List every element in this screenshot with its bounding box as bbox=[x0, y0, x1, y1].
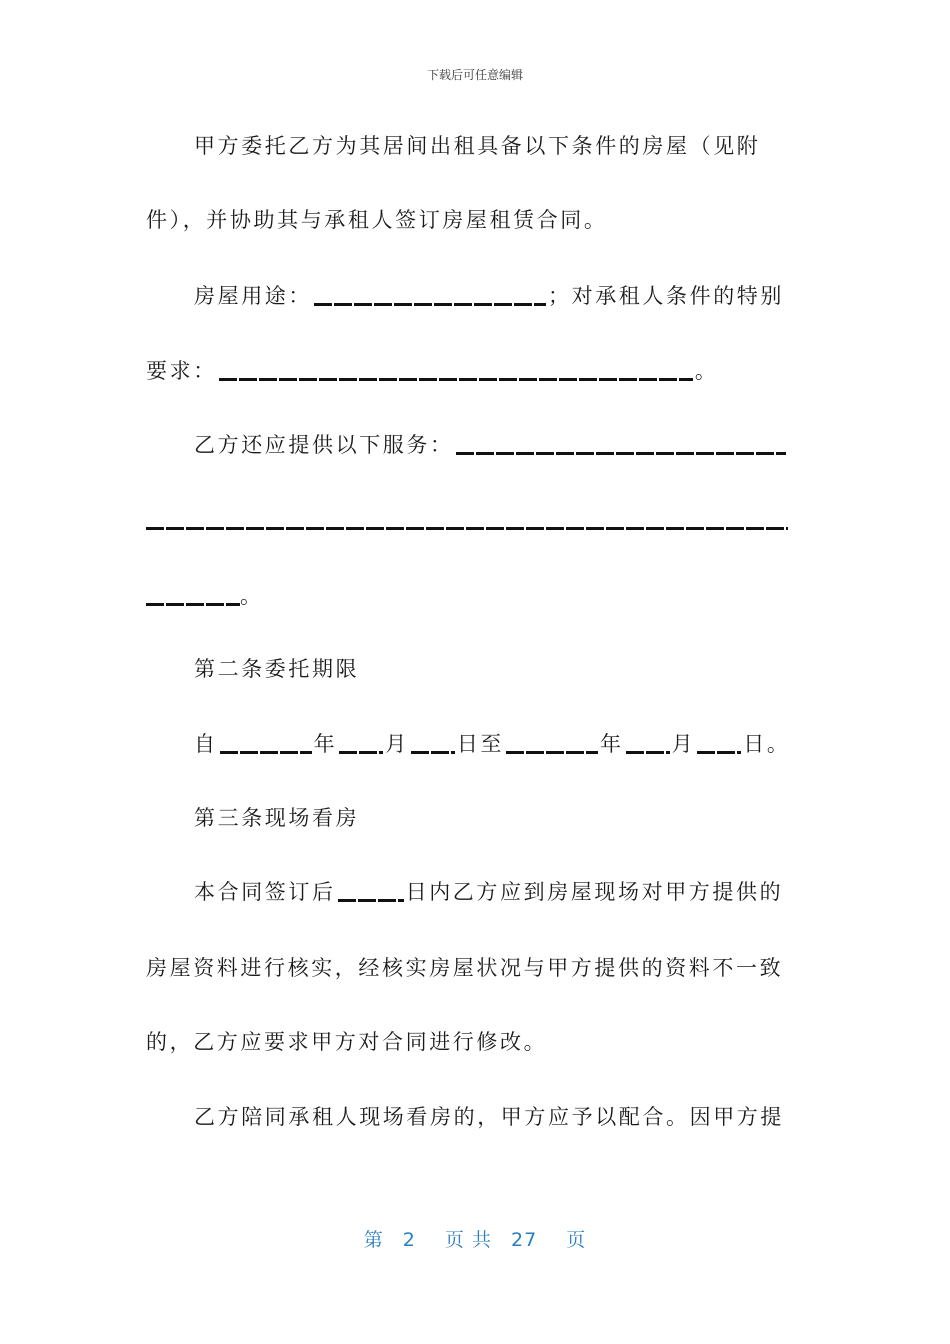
field-label-requirements: 要求： bbox=[146, 359, 217, 383]
footer-middle: 页 共 bbox=[444, 1229, 492, 1251]
paragraph-line bbox=[194, 877, 792, 907]
paragraph-line bbox=[194, 281, 792, 311]
article-title: 第二条委托期限 bbox=[194, 657, 360, 681]
field-label-services: 乙方还应提供以下服务： bbox=[194, 433, 454, 457]
text-segment: 。 bbox=[240, 584, 264, 608]
article-title: 第三条现场看房 bbox=[194, 806, 360, 830]
text-segment: ；对承租人条件的特别 bbox=[548, 284, 784, 308]
text-segment: 日。 bbox=[743, 732, 791, 756]
text-segment: 自 bbox=[194, 732, 218, 756]
usage-blank bbox=[314, 303, 546, 306]
paragraph-line bbox=[146, 581, 792, 611]
paragraph-line: 房屋资料进行核实，经核实房屋状况与甲方提供的资料不一致 bbox=[146, 956, 784, 980]
services-blank bbox=[456, 452, 786, 455]
text-segment: 本合同签订后 bbox=[194, 880, 336, 904]
text-segment: 年 bbox=[313, 732, 338, 756]
paragraph-line bbox=[194, 729, 792, 759]
paragraph-line bbox=[194, 430, 792, 460]
services-blank bbox=[146, 527, 788, 530]
field-label-usage: 房屋用途： bbox=[194, 284, 312, 308]
end-day-blank bbox=[697, 751, 741, 754]
paragraph-line: 件），并协助其与承租人签订房屋租赁合同。 bbox=[146, 208, 608, 232]
start-month-blank bbox=[339, 751, 383, 754]
start-year-blank bbox=[220, 751, 312, 754]
paragraph-line: 甲方委托乙方为其居间出租具备以下条件的房屋（见附 bbox=[194, 134, 761, 158]
paragraph-line bbox=[146, 505, 792, 535]
requirements-blank bbox=[219, 378, 693, 381]
page-header: 下载后可任意编辑 bbox=[426, 68, 523, 82]
footer-suffix: 页 bbox=[566, 1229, 587, 1251]
text-segment: 年 bbox=[600, 732, 624, 756]
text-segment: 日至 bbox=[456, 732, 505, 756]
paragraph-line bbox=[146, 356, 792, 386]
total-pages: 27 bbox=[511, 1229, 538, 1251]
start-day-blank bbox=[411, 751, 455, 754]
text-segment: 日内乙方应到房屋现场对甲方提供的 bbox=[405, 880, 784, 904]
page-number: 2 bbox=[402, 1229, 416, 1251]
end-year-blank bbox=[506, 751, 598, 754]
text-segment: 。 bbox=[694, 359, 719, 383]
page-footer bbox=[0, 1225, 950, 1252]
paragraph-line: 的，乙方应要求甲方对合同进行修改。 bbox=[146, 1030, 548, 1054]
services-blank bbox=[146, 603, 240, 606]
days-blank bbox=[338, 899, 404, 902]
paragraph-line: 乙方陪同承租人现场看房的，甲方应予以配合。因甲方提 bbox=[194, 1105, 784, 1129]
end-month-blank bbox=[626, 751, 670, 754]
footer-prefix: 第 bbox=[363, 1229, 384, 1251]
text-segment: 月 bbox=[385, 732, 409, 756]
text-segment: 月 bbox=[671, 732, 696, 756]
